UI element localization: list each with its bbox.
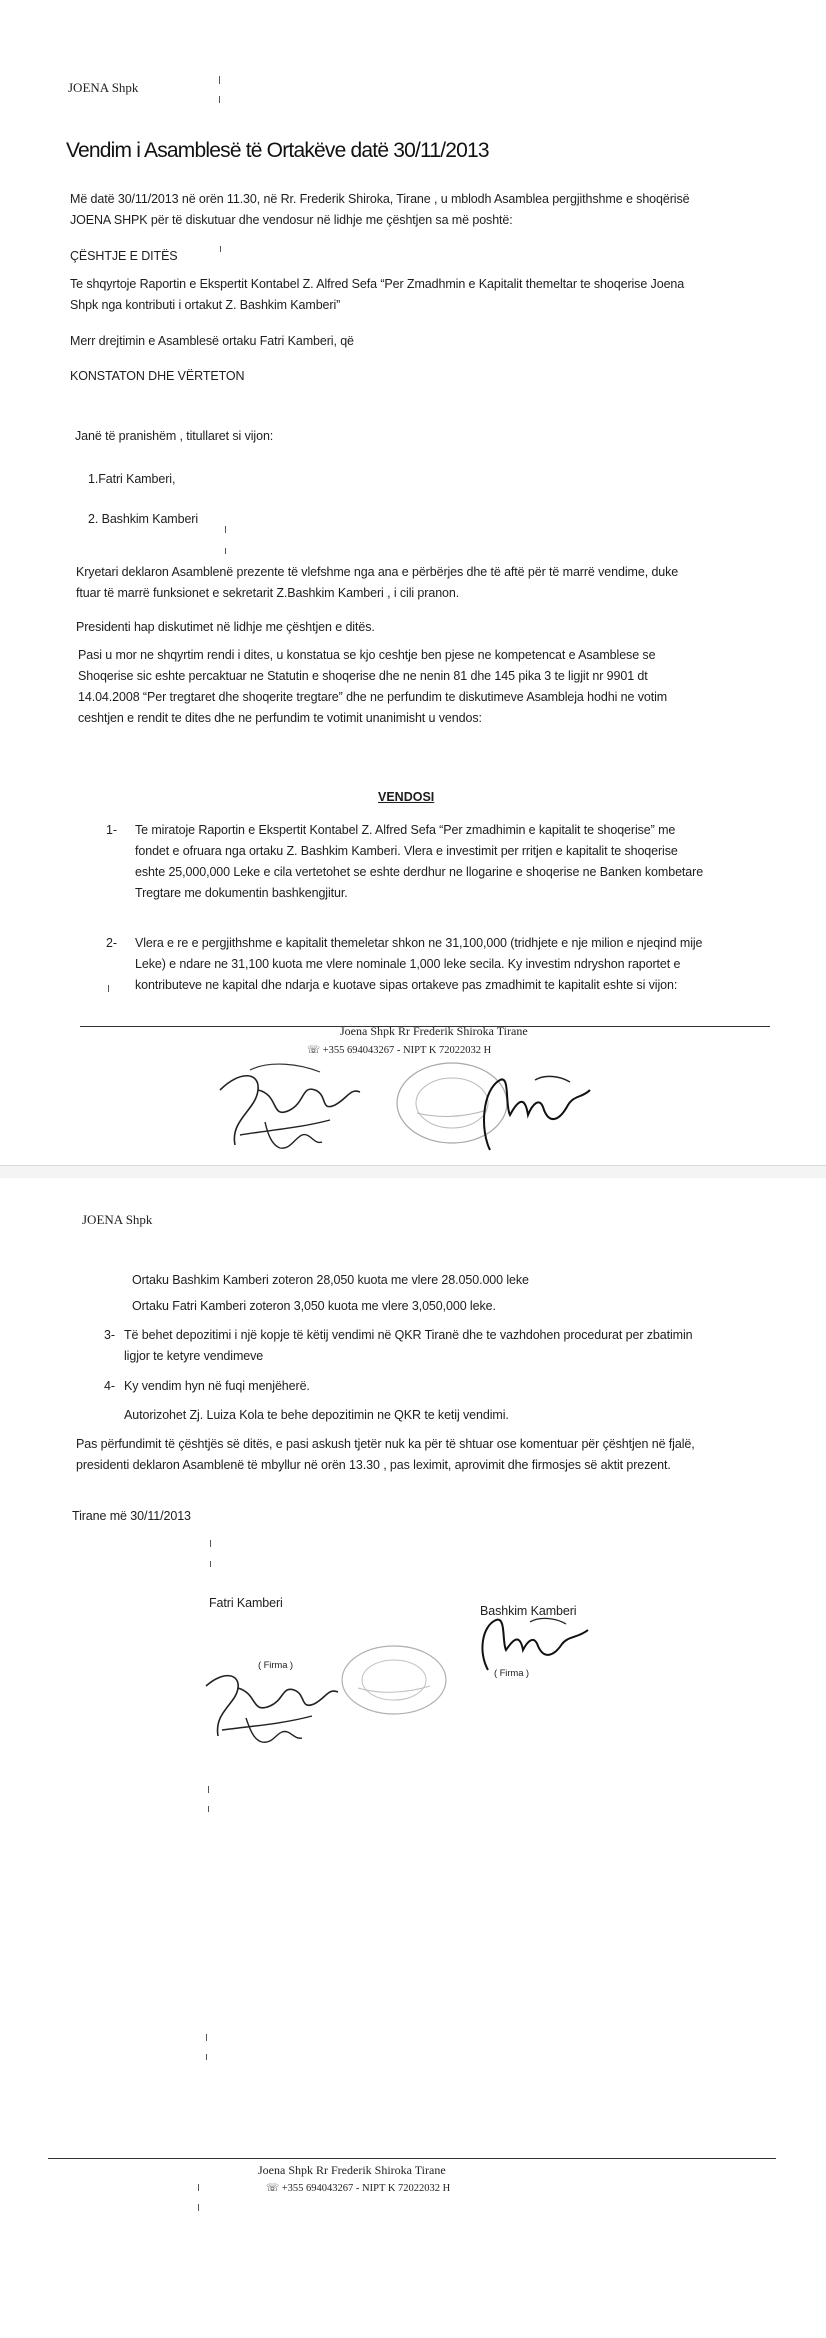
decides-heading: VENDOSI	[378, 790, 435, 804]
president-opens: Presidenti hap diskutimet në lidhje me çështjen e ditës.	[76, 620, 375, 634]
item-3-line-1: Të behet depozitimi i një kopje të këtij vendimi në QKR Tiranë dhe te vazhdohen procedurat per zbatimin	[124, 1328, 693, 1342]
signature-fatri-kamberi	[210, 1050, 380, 1165]
item-3-number: 3-	[104, 1328, 115, 1342]
present-intro: Janë të pranishëm , titullaret si vijon:	[75, 429, 274, 443]
item-2-line-2: Leke) e ndare ne 31,100 kuota me vlere nominale 1,000 leke secila. Ky investim ndryshon raportet e	[135, 957, 681, 971]
footer-address: Joena Shpk Rr Frederik Shiroka Tirane	[340, 1024, 528, 1038]
item-1-line-1: Te miratoje Raportin e Ekspertit Kontabel Z. Alfred Sefa “Per zmadhimin e kapitalit te shoqerise” me	[135, 823, 676, 837]
company-stamp	[334, 1640, 454, 1725]
issue-heading: ÇËSHTJE E DITËS	[70, 249, 178, 263]
scan-speck	[220, 246, 221, 252]
issue-text-line-2: Shpk nga kontributi i ortakut Z. Bashkim Kamberi”	[70, 298, 341, 312]
document-page-2	[0, 1178, 826, 2338]
company-name: JOENA Shpk	[68, 80, 139, 95]
signatory-right-name: Bashkim Kamberi	[480, 1604, 577, 1618]
item-2-number: 2-	[106, 936, 117, 950]
chair-declares-line-1: Kryetari deklaron Asamblenë prezente të vlefshme nga ana e përbërjes dhe të aftë për të marrë vendime, duke	[76, 565, 679, 579]
item-3-line-2: ligjor te ketyre vendimeve	[124, 1349, 264, 1363]
item-2-line-1: Vlera e re e pergjithshme e kapitalit themeletar shkon ne 31,100,000 (tridhjete e nje milion e njeqind mije	[135, 936, 703, 950]
present-item-1: 1.Fatri Kamberi,	[88, 472, 176, 486]
scan-speck	[219, 76, 220, 84]
footer-address: Joena Shpk Rr Frederik Shiroka Tirane	[258, 2163, 446, 2177]
firma-label-left: ( Firma )	[258, 1660, 293, 1671]
intro-line-2: JOENA SHPK për të diskutuar dhe vendosur në lidhje me çështjen sa më poshtë:	[70, 213, 513, 227]
shares-line-2: Ortaku Fatri Kamberi zoteron 3,050 kuota me vlere 3,050,000 leke.	[132, 1299, 496, 1313]
intro-line-1: Më datë 30/11/2013 në orën 11.30, në Rr. Frederik Shiroka, Tirane , u mblodh Asamblea pergjithshme e shoqërisë	[70, 192, 690, 206]
scan-speck	[210, 1540, 211, 1547]
document-page-1	[0, 0, 826, 1165]
scan-speck	[206, 2054, 207, 2060]
place-date: Tirane më 30/11/2013	[72, 1509, 191, 1523]
footer-rule	[48, 2158, 776, 2159]
item-1-line-2: fondet e ofruara nga ortaku Z. Bashkim Kamberi. Vlera e investimit per rritjen e kapitalit te shoqerise	[135, 844, 678, 858]
item-4-line-1: Ky vendim hyn në fuqi menjëherë.	[124, 1379, 310, 1393]
signatory-left-name: Fatri Kamberi	[209, 1596, 283, 1610]
discussion-line-4: ceshtjen e rendit te dites dhe ne perfundim te votimit unanimisht u vendos:	[78, 711, 482, 725]
discussion-line-3: 14.04.2008 “Per tregtaret dhe shoqerite tregtare” dhe ne perfundim te diskutimeve Asambleja hodhi ne votim	[78, 690, 668, 704]
item-2-line-3: kontributeve ne kapital dhe ndarja e kuotave sipas ortakeve pas zmadhimit te kapitalit eshte si vijon:	[135, 978, 678, 992]
discussion-line-2: Shoqerise sic eshte percaktuar ne Statutin e shoqerise dhe ne nenin 81 dhe 145 pika 3 te ligjit nr 9901 dt	[78, 669, 648, 683]
scan-speck	[208, 1806, 209, 1812]
shares-line-1: Ortaku Bashkim Kamberi zoteron 28,050 kuota me vlere 28.050.000 leke	[132, 1273, 529, 1287]
present-item-2: 2. Bashkim Kamberi	[88, 512, 199, 526]
confirms-heading: KONSTATON DHE VËRTETON	[70, 369, 245, 383]
company-name: JOENA Shpk	[82, 1212, 153, 1227]
scan-speck	[210, 1561, 211, 1567]
scan-speck	[208, 1786, 209, 1793]
closing-line-1: Pas përfundimit të çështjës së ditës, e pasi askush tjetër nuk ka për të shtuar ose komentuar për çështjen në fjalë,	[76, 1437, 695, 1451]
signature-bashkim-kamberi	[470, 1060, 600, 1165]
page-title: Vendim i Asamblesë të Ortakëve datë 30/11/2013	[66, 139, 489, 162]
item-1-line-3: eshte 25,000,000 Leke e cila vertetohet se eshte derdhur ne llogarine e shoqerise ne Banken kombetare	[135, 865, 704, 879]
scan-speck	[198, 2204, 199, 2211]
authorized-line: Autorizohet Zj. Luiza Kola te behe depozitimin ne QKR te ketij vendimi.	[124, 1408, 509, 1422]
footer-contact: ☏ +355 694043267 - NIPT K 72022032 H	[266, 2183, 451, 2194]
item-1-line-4: Tregtare me dokumentin bashkengjitur.	[135, 886, 348, 900]
scan-speck	[225, 548, 226, 554]
issue-text-line-1: Te shqyrtoje Raportin e Ekspertit Kontabel Z. Alfred Sefa “Per Zmadhmin e Kapitalit themeltar te shoqerise Joena	[70, 277, 685, 291]
scan-speck	[198, 2184, 199, 2191]
signature-bashkim-kamberi	[474, 1610, 604, 1685]
footer-contact: ☏ +355 694043267 - NIPT K 72022032 H	[307, 1045, 492, 1056]
scan-speck	[108, 985, 109, 992]
scan-speck	[225, 526, 226, 533]
item-4-number: 4-	[104, 1379, 115, 1393]
firma-label-right: ( Firma )	[494, 1668, 529, 1679]
scan-speck	[219, 96, 220, 103]
scan-speck	[206, 2034, 207, 2041]
closing-line-2: presidenti deklaron Asamblenë të mbyllur në orën 13.30 , pas leximit, aprovimit dhe firmosjes së aktit prezent.	[76, 1458, 671, 1472]
item-1-number: 1-	[106, 823, 117, 837]
chair-line: Merr drejtimin e Asamblesë ortaku Fatri Kamberi, që	[70, 334, 354, 348]
discussion-line-1: Pasi u mor ne shqyrtim rendi i dites, u konstatua se kjo ceshtje ben pjese ne kompetencat e Asamblese se	[78, 648, 656, 662]
chair-declares-line-2: ftuar të marrë funksionet e sekretarit Z.Bashkim Kamberi , i cili pranon.	[76, 586, 460, 600]
signature-fatri-kamberi	[196, 1656, 356, 1761]
